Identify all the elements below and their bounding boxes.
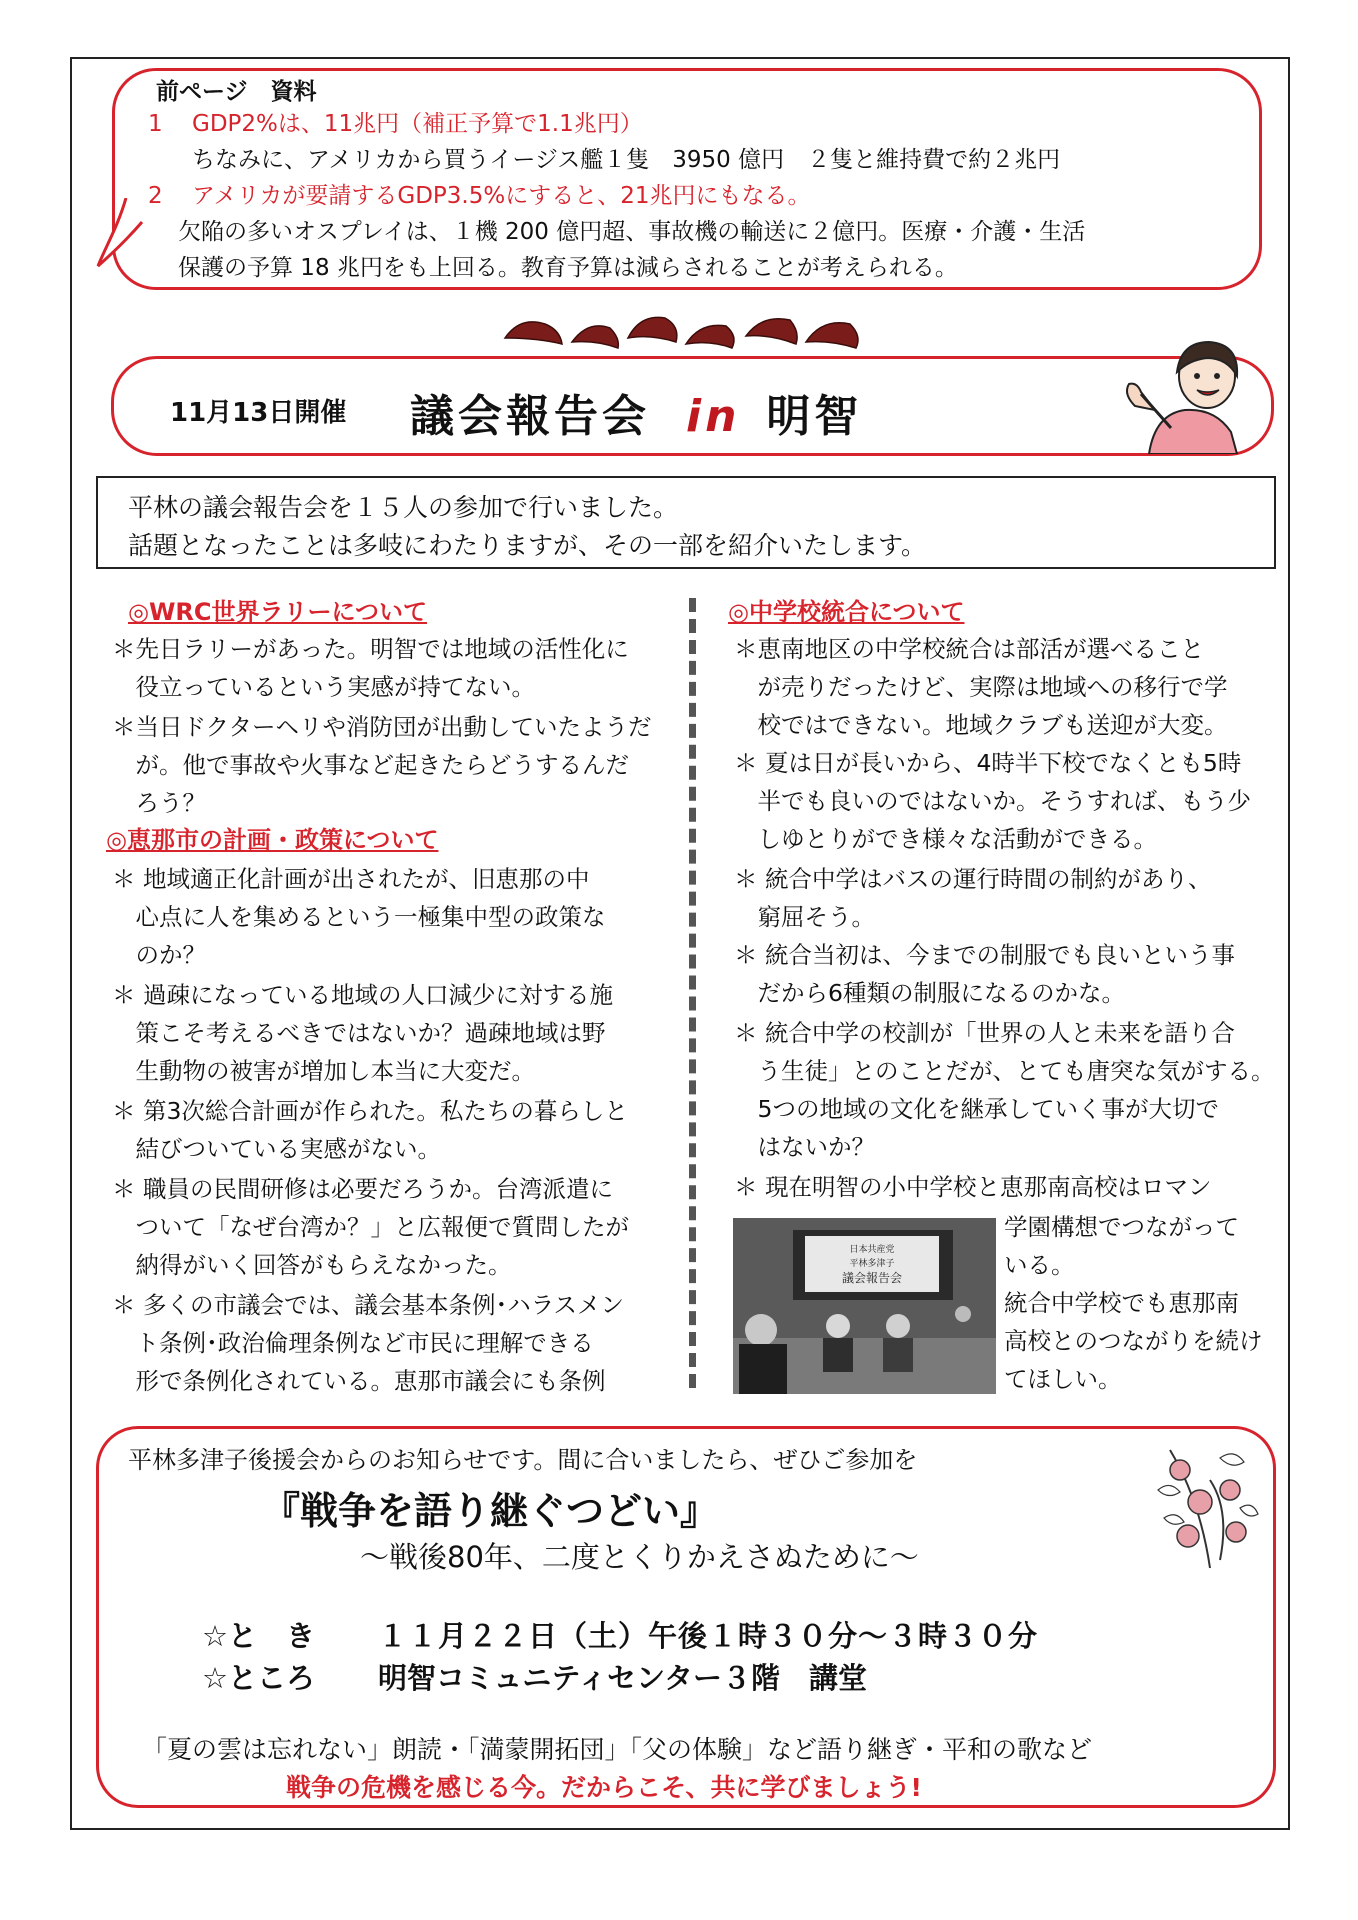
school-wrap-line: いる。 xyxy=(1004,1251,1075,1279)
city-plan-line: ＊ 職員の民間研修は必要だろうか。台湾派遣に xyxy=(112,1175,613,1203)
reference-item1-note: ちなみに、アメリカから買うイージス艦１隻 3950 億円 ２隻と維持費で約２兆円 xyxy=(192,147,1061,173)
school-line: う生徒」とのことだが、とても唐突な気がする。 xyxy=(734,1057,1275,1085)
event-subtitle: ～戦後80年、二度とくりかえさぬために～ xyxy=(360,1540,919,1574)
banner-title-main: 議会報告会 xyxy=(410,391,650,442)
school-merger-heading: ◎中学校統合について xyxy=(728,598,965,626)
banner-title-place: 明智 xyxy=(766,391,863,442)
school-line: が売りだったけど、実際は地域への移行で学 xyxy=(734,673,1228,701)
intro-line-1: 平林の議会報告会を１５人の参加で行いました。 xyxy=(128,493,679,522)
meeting-photo xyxy=(733,1218,996,1394)
photo-sign-line: 議会報告会 xyxy=(841,1271,903,1285)
intro-box xyxy=(96,476,1276,569)
wrc-heading: ◎WRC世界ラリーについて xyxy=(128,598,428,626)
banner-title-in: in xyxy=(686,391,741,442)
event-closing: 戦争の危機を感じる今。だからこそ、共に学びましょう! xyxy=(286,1773,922,1802)
city-plan-line: のか？ xyxy=(112,941,206,969)
reference-item2-note-2: 保護の予算 18 兆円をも上回る。教育予算は減らされることが考えられる。 xyxy=(178,255,958,281)
city-plan-line: 形で条例化されている。恵那市議会にも条例 xyxy=(112,1367,606,1395)
wrc-line: ろう？ xyxy=(112,789,206,817)
school-line: ＊ 統合当初は、今までの制服でも良いという事 xyxy=(734,941,1235,969)
city-plan-line: ついて「なぜ台湾か？」と広報便で質問したが xyxy=(112,1213,629,1241)
school-line: 窮屈そう。 xyxy=(734,903,875,931)
reference-item2-number: 2 xyxy=(148,183,163,209)
school-wrap-line: てほしい。 xyxy=(1004,1365,1122,1393)
school-line: 5つの地域の文化を継承していく事が大切で xyxy=(734,1095,1219,1123)
flower-illustration xyxy=(1150,1440,1262,1572)
reference-item2: アメリカが要請するGDP3.5%にすると、21兆円にもなる。 xyxy=(192,183,811,209)
wrc-line: ＊当日ドクターヘリや消防団が出動していたようだ xyxy=(112,713,652,741)
reference-item1-number: 1 xyxy=(148,111,163,137)
school-line: はないか？ xyxy=(734,1133,875,1161)
school-wrap-line: 統合中学校でも恵那南 xyxy=(1004,1289,1239,1317)
event-notice: 平林多津子後援会からのお知らせです。間に合いましたら、ぜひご参加を xyxy=(128,1446,918,1474)
city-plan-line: 生動物の被害が増加し本当に大変だ。 xyxy=(112,1057,535,1085)
banner-title xyxy=(410,380,862,444)
event-where-label: ☆ところ xyxy=(202,1661,315,1695)
school-wrap-line: 高校とのつながりを続け xyxy=(1004,1327,1263,1355)
school-line: ＊恵南地区の中学校統合は部活が選べること xyxy=(734,635,1204,663)
event-program: 「夏の雲は忘れない」朗読・「満蒙開拓団」「父の体験」など語り継ぎ・平和の歌など xyxy=(142,1735,1093,1764)
photo-sign-line: 日本共産党 xyxy=(849,1245,895,1255)
banner-date: 11月13日開催 xyxy=(170,398,347,428)
school-line: ＊ 統合中学はバスの運行時間の制約があり、 xyxy=(734,865,1212,893)
city-plan-line: ＊ 多くの市議会では、議会基本条例･ハラスメン xyxy=(112,1291,625,1319)
event-when-value: １１月２２日（土）午後１時３０分～３時３０分 xyxy=(378,1619,1039,1653)
city-plan-line: 心点に人を集めるという一極集中型の政策な xyxy=(112,903,606,931)
wrc-line: が。他で事故や火事など起きたらどうするんだ xyxy=(112,751,629,779)
reference-item2-note-1: 欠陥の多いオスプレイは、１機 200 億円超、事故機の輸送に２億円。医療・介護・生活 xyxy=(178,219,1086,245)
event-when-label: ☆と き xyxy=(202,1619,315,1653)
wrc-line: ＊先日ラリーがあった。明智では地域の活性化に xyxy=(112,635,629,663)
school-wrap-line: 学園構想でつながって xyxy=(1004,1213,1239,1241)
photo-sign-line: 平林多津子 xyxy=(849,1259,895,1269)
school-line: 半でも良いのではないか。そうすれば、もう少 xyxy=(734,787,1251,815)
intro-line-2: 話題となったことは多岐にわたりますが、その一部を紹介いたします。 xyxy=(128,531,927,560)
city-plan-heading: ◎恵那市の計画・政策について xyxy=(106,826,439,854)
autumn-leaves-decoration xyxy=(500,308,880,352)
city-plan-line: 結びついている実感がない。 xyxy=(112,1135,441,1163)
city-plan-line: ト条例･政治倫理条例など市民に理解できる xyxy=(112,1329,594,1357)
school-line: 校ではできない。地域クラブも送迎が大変。 xyxy=(734,711,1228,739)
bubble-tail xyxy=(96,198,144,268)
event-where-value: 明智コミュニティセンター３階 講堂 xyxy=(378,1661,867,1695)
reference-item1: GDP2%は、11兆円（補正予算で1.1兆円） xyxy=(192,111,643,137)
city-plan-line: 納得がいく回答がもらえなかった。 xyxy=(112,1251,512,1279)
city-plan-line: ＊ 過疎になっている地域の人口減少に対する施 xyxy=(112,981,613,1009)
city-plan-line: 策こそ考えるべきではないか？過疎地域は野 xyxy=(112,1019,606,1047)
waving-person-illustration xyxy=(1115,336,1265,454)
city-plan-line: ＊ 第3次総合計画が作られた。私たちの暮らしと xyxy=(112,1097,628,1125)
event-title: 『戦争を語り継ぐつどい』 xyxy=(262,1489,719,1533)
school-line: ＊ 現在明智の小中学校と恵那南高校はロマン xyxy=(734,1173,1212,1201)
school-line: ＊ 統合中学の校訓が「世界の人と未来を語り合 xyxy=(734,1019,1235,1047)
column-divider xyxy=(689,598,696,1388)
wrc-line: 役立っているという実感が持てない。 xyxy=(112,673,535,701)
school-line: だから6種類の制服になるのかな。 xyxy=(734,979,1125,1007)
reference-heading: 前ページ 資料 xyxy=(156,79,317,105)
city-plan-line: ＊ 地域適正化計画が出されたが、旧恵那の中 xyxy=(112,865,590,893)
school-line: ＊ 夏は日が長いから、4時半下校でなくとも5時 xyxy=(734,749,1242,777)
school-line: しゆとりができ様々な活動ができる。 xyxy=(734,825,1157,853)
